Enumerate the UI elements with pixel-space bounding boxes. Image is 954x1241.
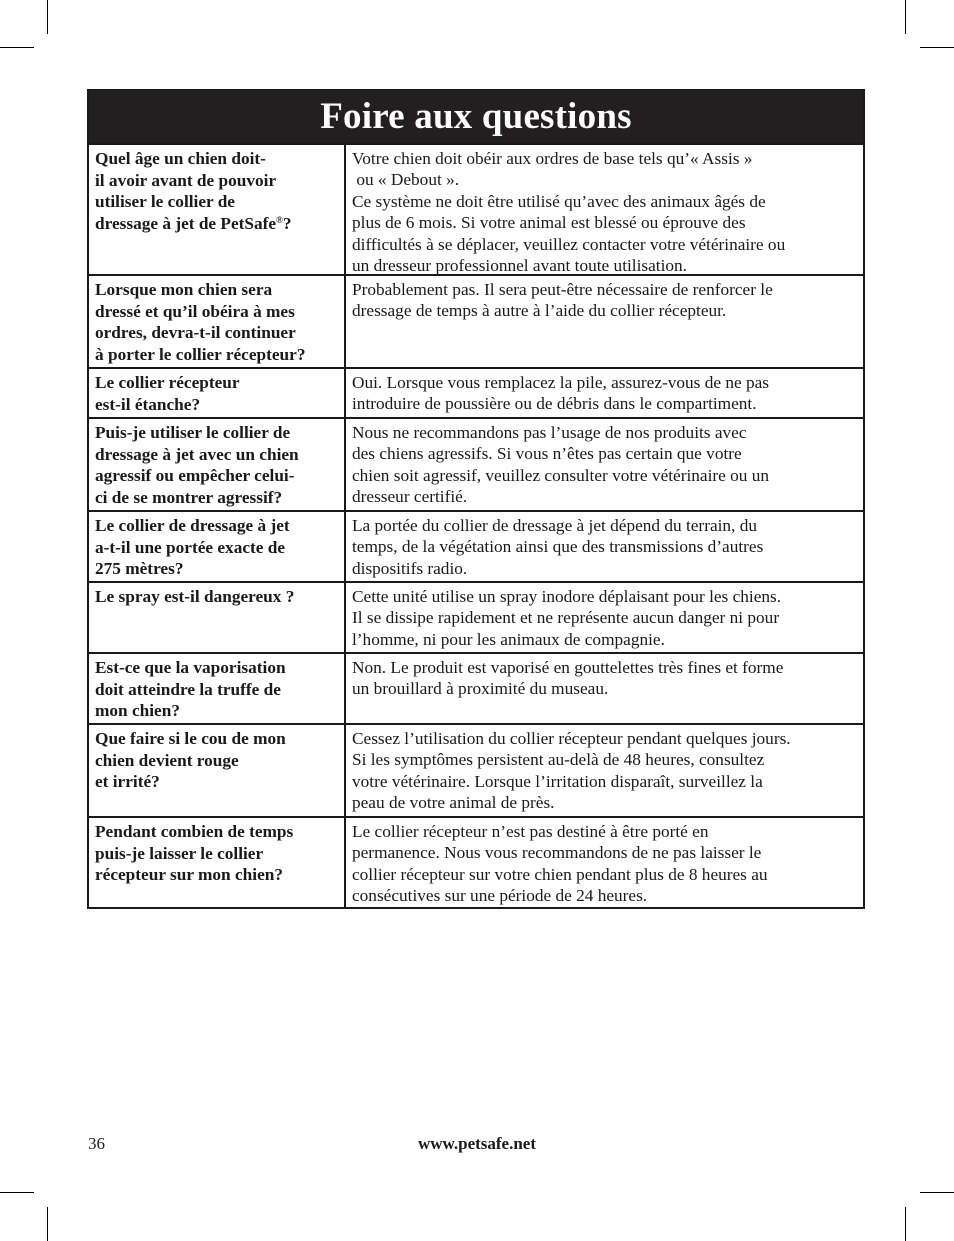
question-line: à porter le collier récepteur? xyxy=(95,345,306,365)
answer-line: Si les symptômes persistent au-delà de 48 heures, consultez xyxy=(352,750,765,770)
question-line: a-t-il une portée exacte de xyxy=(95,537,286,557)
question-line: il avoir avant de pouvoir xyxy=(95,170,277,190)
answer-line: consécutives sur une période de 24 heures. xyxy=(352,886,648,906)
faq-row xyxy=(89,581,863,652)
question-line: récepteur sur mon chien? xyxy=(95,865,283,885)
question-line xyxy=(95,213,340,235)
registered-mark: ® xyxy=(276,215,283,226)
question-line: agressif ou empêcher celui- xyxy=(95,466,295,486)
question-line: doit atteindre la truffe de xyxy=(95,679,281,699)
question-tail: ? xyxy=(282,214,292,234)
faq-row xyxy=(89,816,863,907)
faq-table xyxy=(87,89,865,909)
question-line: Quel âge un chien doit- xyxy=(95,149,266,168)
answer-line: Nous ne recommandons pas l’usage de nos produits avec xyxy=(352,423,747,442)
answer-line: Non. Le produit est vaporisé en gouttelettes très fines et forme xyxy=(352,658,784,677)
faq-answer xyxy=(346,725,863,816)
answer-line: Le collier récepteur n’est pas destiné à être porté en xyxy=(352,822,709,841)
answer-line: un brouillard à proximité du museau. xyxy=(352,679,609,699)
answer-line: Cette unité utilise un spray inodore déplaisant pour les chiens. xyxy=(352,587,782,606)
crop-mark xyxy=(0,47,34,48)
question-line: dressage à jet avec un chien xyxy=(95,444,299,464)
question-line: Le collier récepteur xyxy=(95,373,240,392)
question-line: mon chien? xyxy=(95,701,180,721)
faq-answer xyxy=(346,419,863,510)
faq-question xyxy=(89,583,346,652)
answer-line: dispositifs radio. xyxy=(352,558,468,578)
question-text: dressage à jet de PetSafe xyxy=(95,214,277,234)
faq-question xyxy=(89,654,346,723)
question-line: ordres, devra-t-il continuer xyxy=(95,323,296,343)
question-line: Lorsque mon chien sera xyxy=(95,280,273,299)
faq-row xyxy=(89,417,863,510)
faq-answer xyxy=(346,369,863,417)
faq-row xyxy=(89,723,863,816)
faq-answer xyxy=(346,276,863,367)
faq-question xyxy=(89,419,346,510)
faq-question xyxy=(89,276,346,367)
answer-line: dressage de temps à autre à l’aide du collier récepteur. xyxy=(352,301,727,321)
question-line: utiliser le collier de xyxy=(95,192,235,212)
crop-mark xyxy=(920,1192,954,1193)
answer-line: un dresseur professionnel avant toute utilisation. xyxy=(352,256,687,276)
crop-mark xyxy=(47,0,48,34)
faq-title: Foire aux questions xyxy=(89,91,863,143)
answer-line: difficultés à se déplacer, veuillez contacter votre vétérinaire ou xyxy=(352,234,786,254)
question-line: et irrité? xyxy=(95,772,160,792)
answer-line: plus de 6 mois. Si votre animal est blessé ou éprouve des xyxy=(352,213,746,233)
question-line: Pendant combien de temps xyxy=(95,822,294,841)
answer-line: dresseur certifié. xyxy=(352,487,468,507)
question-line: puis-je laisser le collier xyxy=(95,843,264,863)
question-line: Est-ce que la vaporisation xyxy=(95,658,286,677)
faq-row xyxy=(89,143,863,274)
question-line: Que faire si le cou de mon xyxy=(95,729,286,748)
footer-url: www.petsafe.net xyxy=(417,1134,537,1153)
faq-row xyxy=(89,274,863,367)
faq-question xyxy=(89,818,346,907)
answer-line: des chiens agressifs. Si vous n’êtes pas certain que votre xyxy=(352,444,742,464)
answer-line: chien soit agressif, veuillez consulter votre vétérinaire ou un xyxy=(352,465,770,485)
answer-line: Il se dissipe rapidement et ne représente aucun danger ni pour xyxy=(352,608,780,628)
faq-answer xyxy=(346,818,863,907)
answer-line: l’homme, ni pour les animaux de compagnie. xyxy=(352,629,665,649)
answer-line: Ce système ne doit être utilisé qu’avec des animaux âgés de xyxy=(352,191,766,211)
faq-answer xyxy=(346,654,863,723)
faq-answer xyxy=(346,145,863,274)
question-line: est-il étanche? xyxy=(95,394,201,414)
crop-mark xyxy=(905,1207,906,1241)
page-number: 36 xyxy=(88,1134,105,1153)
faq-question xyxy=(89,369,346,417)
answer-line: permanence. Nous vous recommandons de ne pas laisser le xyxy=(352,843,762,863)
answer-line: ou « Debout ». xyxy=(352,170,460,190)
faq-row xyxy=(89,652,863,723)
crop-mark xyxy=(0,1192,34,1193)
answer-line: Votre chien doit obéir aux ordres de base tels qu’« Assis » xyxy=(352,149,753,168)
question-line: dressé et qu’il obéira à mes xyxy=(95,301,295,321)
answer-line: peau de votre animal de près. xyxy=(352,793,555,813)
answer-line: temps, de la végétation ainsi que des transmissions d’autres xyxy=(352,537,764,557)
question-line: chien devient rouge xyxy=(95,750,239,770)
answer-line: Oui. Lorsque vous remplacez la pile, assurez-vous de ne pas xyxy=(352,373,770,392)
crop-mark xyxy=(905,0,906,34)
faq-row xyxy=(89,510,863,581)
answer-line: La portée du collier de dressage à jet dépend du terrain, du xyxy=(352,516,757,535)
crop-mark xyxy=(920,47,954,48)
faq-answer xyxy=(346,512,863,581)
faq-question xyxy=(89,145,346,274)
question-line: Puis-je utiliser le collier de xyxy=(95,423,291,442)
faq-question xyxy=(89,512,346,581)
answer-line: Probablement pas. Il sera peut-être nécessaire de renforcer le xyxy=(352,280,773,299)
answer-line: Cessez l’utilisation du collier récepteur pendant quelques jours. xyxy=(352,729,791,748)
faq-answer xyxy=(346,583,863,652)
answer-line: collier récepteur sur votre chien pendant plus de 8 heures au xyxy=(352,864,768,884)
faq-row xyxy=(89,367,863,417)
question-line: 275 mètres? xyxy=(95,559,184,579)
crop-mark xyxy=(47,1207,48,1241)
question-line: ci de se montrer agressif? xyxy=(95,488,283,508)
faq-question xyxy=(89,725,346,816)
question-line: Le collier de dressage à jet xyxy=(95,516,290,535)
question-line: Le spray est-il dangereux ? xyxy=(95,587,295,606)
answer-line: introduire de poussière ou de débris dans le compartiment. xyxy=(352,394,757,414)
answer-line: votre vétérinaire. Lorsque l’irritation disparaît, surveillez la xyxy=(352,771,763,791)
